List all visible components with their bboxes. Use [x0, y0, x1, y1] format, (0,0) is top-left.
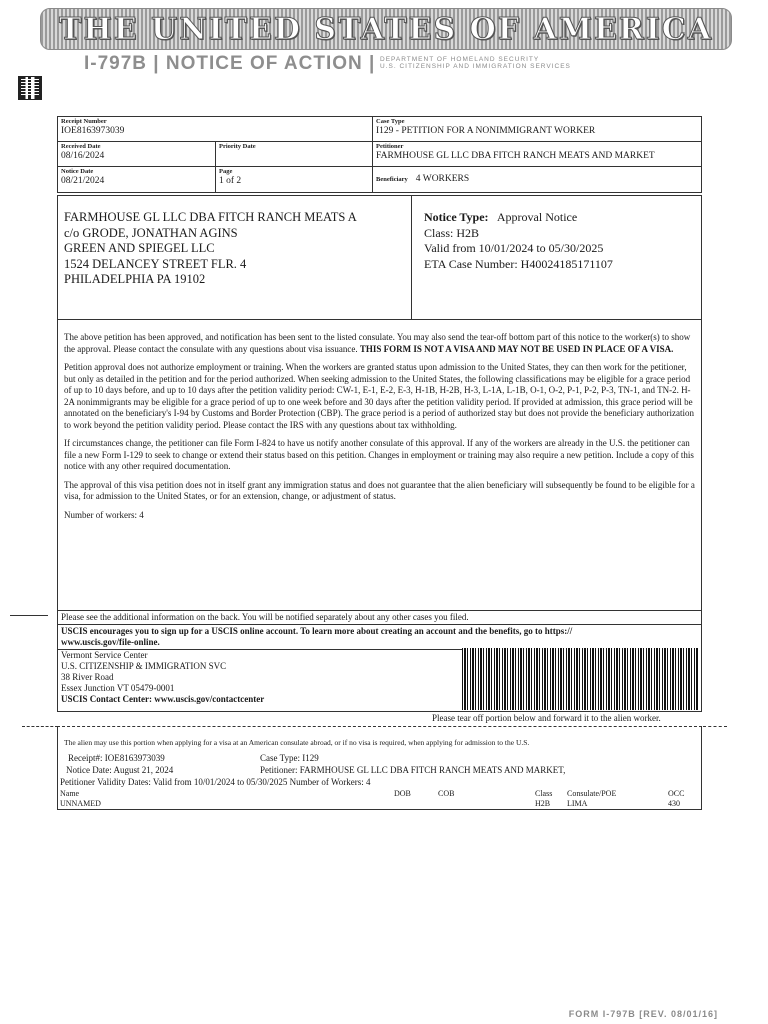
notice-date-cell [57, 166, 216, 193]
petitioner-label: Petitioner [376, 143, 404, 150]
department-name [380, 56, 571, 70]
beneficiary-cell [372, 166, 702, 193]
tear-line-right [703, 726, 727, 727]
page-number: 1 of 2 [219, 176, 242, 186]
stub-intro: The alien may use this portion when applying for a visa at an American consulate abroad, or if no visa is required, when applying for admission to the U.S. [64, 738, 530, 747]
additional-info-note: Please see the additional information on the back. You will be notified separately about any other cases you filed. [58, 611, 701, 625]
body-paragraph-1 [64, 332, 695, 355]
stub-col-dob: DOB [394, 789, 411, 798]
header-banner [40, 8, 732, 50]
case-type: I129 - PETITION FOR A NONIMMIGRANT WORKER [376, 126, 596, 136]
form-number: FORM I-797B [REV. 08/01/16] [568, 1009, 718, 1019]
body-paragraph-4: The approval of this visa petition does not in itself grant any immigration status and does not guarantee that the alien beneficiary will subsequently be found to be eligible for a visa, for admission to the United States, or for an extension, change, or adjustment of status. [64, 479, 695, 501]
stub-worker-name: UNNAMED [60, 799, 101, 808]
priority-date-cell [215, 141, 373, 167]
notice-type-label: Notice Type: [424, 210, 489, 224]
beneficiary: 4 WORKERS [415, 174, 470, 184]
address-line-1: FARMHOUSE GL LLC DBA FITCH RANCH MEATS A [64, 210, 357, 224]
service-center-street: 38 River Road [61, 672, 114, 682]
number-of-workers: Number of workers: 4 [64, 509, 144, 520]
stub-col-cob: COB [438, 789, 455, 798]
notice-details-box [411, 195, 702, 320]
notice-date: 08/21/2024 [61, 176, 105, 186]
notice-type-value: Approval Notice [496, 210, 578, 224]
notice-type [424, 210, 689, 226]
stub-col-class: Class [535, 789, 553, 798]
notice-body [57, 320, 702, 610]
eta-case-number: ETA Case Number: H40024185171107 [424, 256, 613, 271]
receipt-number-label: Receipt Number [61, 118, 107, 125]
online-account-note: USCIS encourages you to sign up for a USCIS online account. To learn more about creating an account and the benefits, go to https:// www.uscis.gov/file-online. [58, 625, 634, 650]
receipt-number-cell [57, 116, 373, 142]
received-date: 08/16/2024 [61, 151, 105, 161]
barcode [462, 648, 698, 710]
stub-case-type: Case Type: I129 [260, 753, 319, 763]
case-type-cell [372, 116, 702, 142]
page-label: Page [219, 168, 233, 175]
case-type-label: Case Type [376, 118, 405, 125]
stub-notice-date: Notice Date: August 21, 2024 [66, 765, 174, 775]
priority-date-label: Priority Date [219, 143, 256, 150]
service-center-city: Essex Junction VT 05479-0001 [61, 683, 175, 693]
petitioner-cell [372, 141, 702, 167]
service-center-name: Vermont Service Center [61, 650, 148, 660]
tear-line-left [22, 726, 58, 727]
notice-class: Class: H2B [424, 225, 480, 240]
qr-code-icon [18, 76, 42, 100]
stub-col-name: Name [60, 789, 80, 798]
stub-worker-class: H2B [535, 799, 551, 808]
service-center-agency: U.S. CITIZENSHIP & IMMIGRATION SVC [61, 661, 227, 671]
stub-col-consulate: Consulate/POE [567, 789, 617, 798]
stub-col-occ: OCC [668, 789, 685, 798]
received-date-cell [57, 141, 216, 167]
address-line-4: 1524 DELANCEY STREET FLR. 4 [64, 256, 247, 271]
mailing-address-box [57, 195, 412, 320]
stub-receipt-number: Receipt#: IOE8163973039 [68, 753, 165, 763]
page-cell [215, 166, 373, 193]
stub-worker-occ: 430 [668, 799, 680, 808]
fold-mark [10, 615, 48, 616]
banner-text: THE UNITED STATES OF AMERICA [59, 11, 713, 47]
department-line-1: DEPARTMENT OF HOMELAND SECURITY [380, 56, 540, 63]
notice-validity: Valid from 10/01/2024 to 05/30/2025 [424, 241, 604, 255]
contact-center: USCIS Contact Center: www.uscis.gov/contactcenter [61, 694, 265, 704]
address-line-5: PHILADELPHIA PA 19102 [64, 272, 206, 286]
body-paragraph-2: Petition approval does not authorize employment or training. When the workers are granted status upon admission to the United States, they can then work for the petitioner, but only as detailed in the petition and for the period authorized. When seeking admission to the United States, the following classifications may be eligible for a grace period of up to 10 days before, and up to 10 days after the petition validity period: CW-1, E-1, E-2, E-3, H-1B, H-2B, H-3, L-1A, L-1B, O-1, O-2, P-1, P-2, P-3, TN-1, and TN-2. H-2A nonimmigrants may be eligible for a grace period of up to one week before and 30 days after the petition validity period. If provided at admission, this grace period will be annotated on the beneficiary's I-94 by Customs and Border Protection (CBP). The grace period is a period of authorized stay but does not provide the beneficiary authorization to work beyond the petition validity period. Please contact the IRS with any questions about tax withholding. [64, 362, 695, 430]
petitioner: FARMHOUSE GL LLC DBA FITCH RANCH MEATS AND MARKET [376, 151, 655, 161]
beneficiary-label: Beneficiary [376, 176, 408, 183]
stub-petitioner: Petitioner: FARMHOUSE GL LLC DBA FITCH RANCH MEATS AND MARKET, [260, 765, 566, 775]
address-line-2: c/o GRODE, JONATHAN AGINS [64, 225, 238, 240]
tear-off-instruction: Please tear off portion below and forward it to the alien worker. [432, 713, 661, 723]
notice-date-label: Notice Date [61, 168, 94, 175]
body-paragraph-3: If circumstances change, the petitioner can file Form I-824 to have us notify another consulate of this approval. If any of the workers are already in the U.S. the petitioner can file a new Form I-129 to seek to change or extend their status based on this petition. Changes in employment or training may also require a new petition. Include a copy of this notice with any other required documentation. [64, 438, 694, 471]
not-a-visa-warning: THIS FORM IS NOT A VISA AND MAY NOT BE USED IN PLACE OF A VISA. [359, 343, 674, 354]
receipt-number: IOE8163973039 [61, 126, 125, 136]
received-date-label: Received Date [61, 143, 101, 150]
department-line-2: U.S. CITIZENSHIP AND IMMIGRATION SERVICES [380, 63, 571, 70]
address-line-3: GREEN AND SPIEGEL LLC [64, 241, 215, 255]
body-paragraph-1-text: The above petition has been approved, and notification has been sent to the listed consulate. You may also send the tear-off bottom part of this notice to the worker(s) to show the approval. Please contact the consulate with any questions about visa issuance. [64, 332, 691, 354]
tear-off-stub [57, 726, 702, 810]
stub-worker-consulate: LIMA [567, 799, 588, 808]
form-title: I-797B | NOTICE OF ACTION | [84, 53, 376, 74]
stub-validity: Petitioner Validity Dates: Valid from 10/01/2024 to 05/30/2025 Number of Workers: 4 [60, 777, 371, 787]
